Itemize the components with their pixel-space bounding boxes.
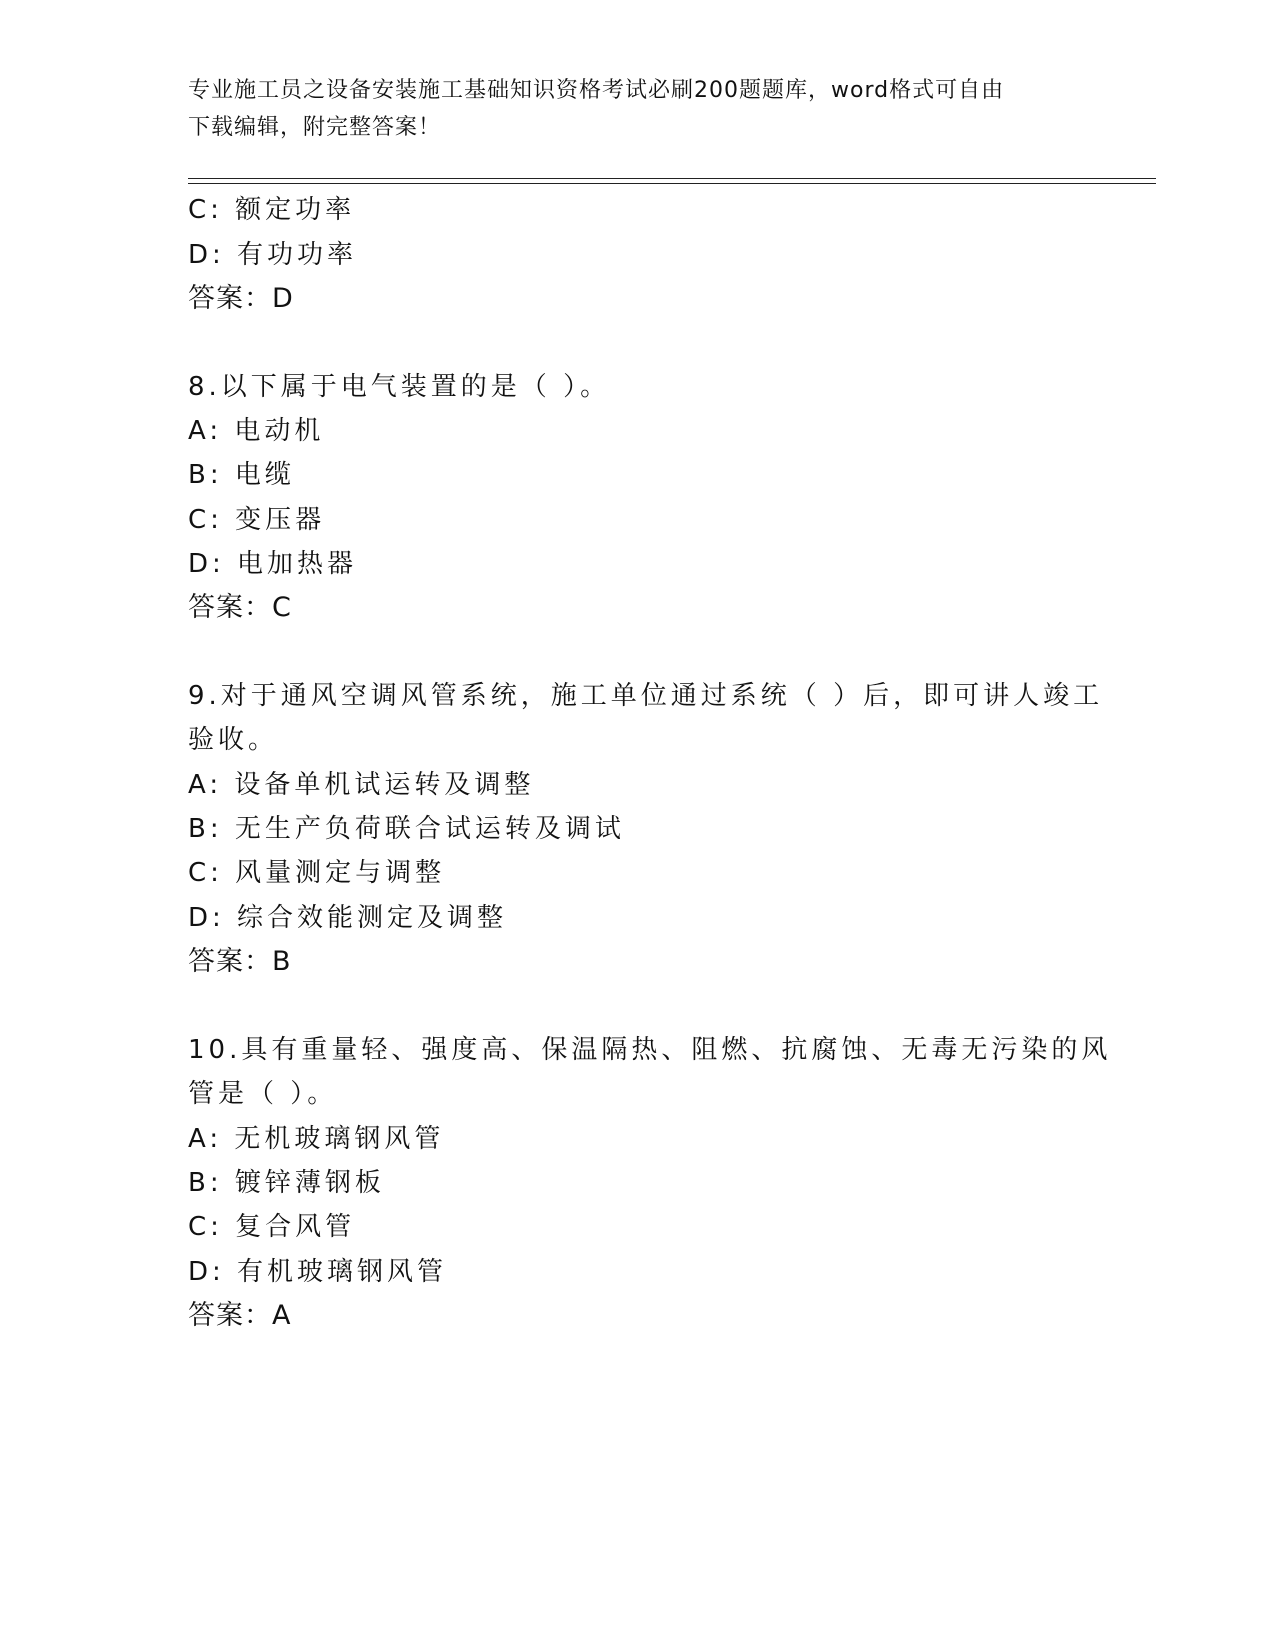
q8-option-c: C: 变压器 [188,505,326,535]
q8-option-a: A: 电动机 [188,416,325,446]
q9-option-a: A: 设备单机试运转及调整 [188,770,535,800]
prev-answer: 答案：D [188,283,294,314]
q9-option-d: D: 综合效能测定及调整 [188,903,508,933]
header-divider-top [188,178,1156,179]
q9-option-b: B: 无生产负荷联合试运转及调试 [188,814,625,844]
q8-answer: 答案：C [188,592,292,623]
q10-option-d: D: 有机玻璃钢风管 [188,1257,448,1287]
header-divider-bottom [188,183,1156,184]
q10-option-a: A: 无机玻璃钢风管 [188,1124,445,1154]
q10-answer: 答案：A [188,1300,292,1331]
q10-stem-line-2: 管是（ ）。 [188,1079,338,1109]
q8-option-d: D: 电加热器 [188,549,358,579]
q9-stem-line-2: 验收。 [188,725,279,755]
document-header [188,72,1088,146]
prev-option-d: D: 有功功率 [188,240,358,270]
q10-option-c: C: 复合风管 [188,1212,356,1242]
prev-option-c: C: 额定功率 [188,195,356,225]
q9-option-c: C: 风量测定与调整 [188,858,446,888]
q8-option-b: B: 电缆 [188,460,295,490]
q10-stem-line-1: 10.具有重量轻、强度高、保温隔热、阻燃、抗腐蚀、无毒无污染的风 [188,1035,1112,1065]
q9-stem-line-1: 9.对于通风空调风管系统，施工单位通过系统（ ）后，即可讲人竣工 [188,681,1104,711]
q8-stem: 8.以下属于电气装置的是（ ）。 [188,372,611,402]
header-line-2: 下载编辑，附完整答案！ [188,115,442,140]
header-line-1: 专业施工员之设备安装施工基础知识资格考试必刷200题题库，word格式可自由 [188,78,1005,103]
q10-option-b: B: 镀锌薄钢板 [188,1168,385,1198]
q9-answer: 答案：B [188,946,292,977]
